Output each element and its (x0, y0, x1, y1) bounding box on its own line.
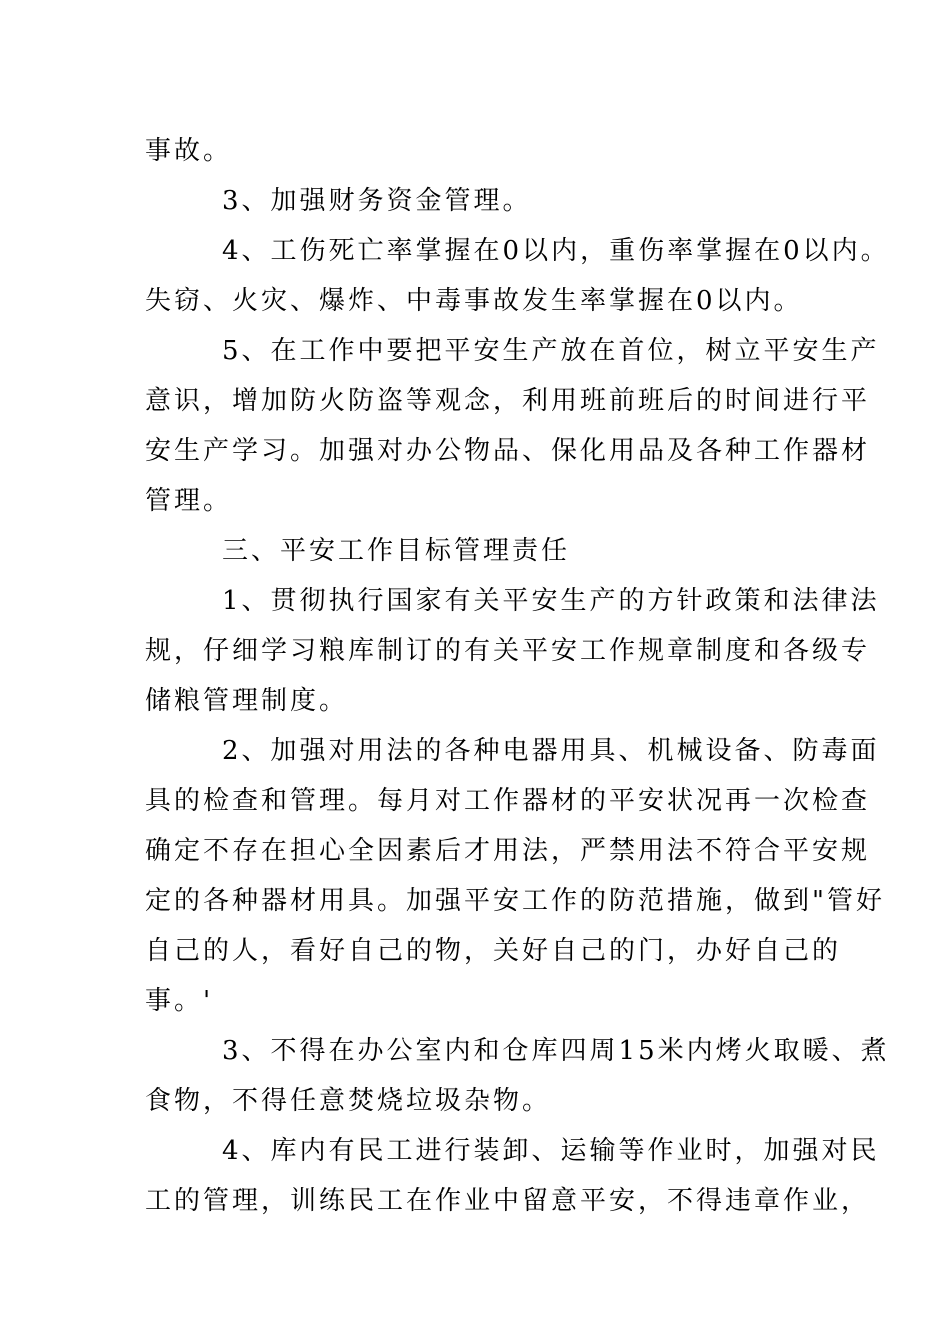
text-line: 管理。 (145, 486, 233, 516)
text-line: 安生产学习。加强对办公物品、保化用品及各种工作器材 (145, 436, 871, 466)
section-heading: 三、平安工作目标管理责任 (222, 536, 571, 566)
list-item-heading: 4、库内有民工进行装卸、运输等作业时，加强对民 (222, 1136, 880, 1166)
text-line: 规，仔细学习粮库制订的有关平安工作规章制度和各级专 (145, 636, 871, 666)
text-line: 意识，增加防火防盗等观念，利用班前班后的时间进行平 (145, 386, 871, 416)
text-line: 确定不存在担心全因素后才用法，严禁用法不符合平安规 (145, 836, 871, 866)
list-item-heading: 1、贯彻执行国家有关平安生产的方针政策和法律法 (222, 586, 880, 616)
list-item-heading: 5、在工作中要把平安生产放在首位，树立平安生产 (222, 336, 880, 366)
text-line: 自己的人，看好自己的物，关好自己的门，办好自己的 (145, 936, 842, 966)
list-item-heading: 4、工伤死亡率掌握在0以内，重伤率掌握在0以内。 (222, 236, 890, 266)
text-line: 工的管理，训练民工在作业中留意平安，不得违章作业， (145, 1186, 871, 1216)
text-line: 失窃、火灾、爆炸、中毒事故发生率掌握在0以内。 (145, 286, 803, 316)
text-line: 储粮管理制度。 (145, 686, 349, 716)
list-item-heading: 3、不得在办公室内和仓库四周15米内烤火取暖、煮 (222, 1036, 890, 1066)
text-line: 定的各种器材用具。加强平安工作的防范措施，做到"管好 (145, 886, 885, 916)
text-line: 事。' (145, 986, 214, 1016)
list-item-heading: 3、加强财务资金管理。 (222, 186, 532, 216)
text-line: 食物，不得任意焚烧垃圾杂物。 (145, 1086, 552, 1116)
text-line: 事故。 (145, 136, 233, 166)
list-item-heading: 2、加强对用法的各种电器用具、机械设备、防毒面 (222, 736, 880, 766)
text-line: 具的检查和管理。每月对工作器材的平安状况再一次检查 (145, 786, 871, 816)
